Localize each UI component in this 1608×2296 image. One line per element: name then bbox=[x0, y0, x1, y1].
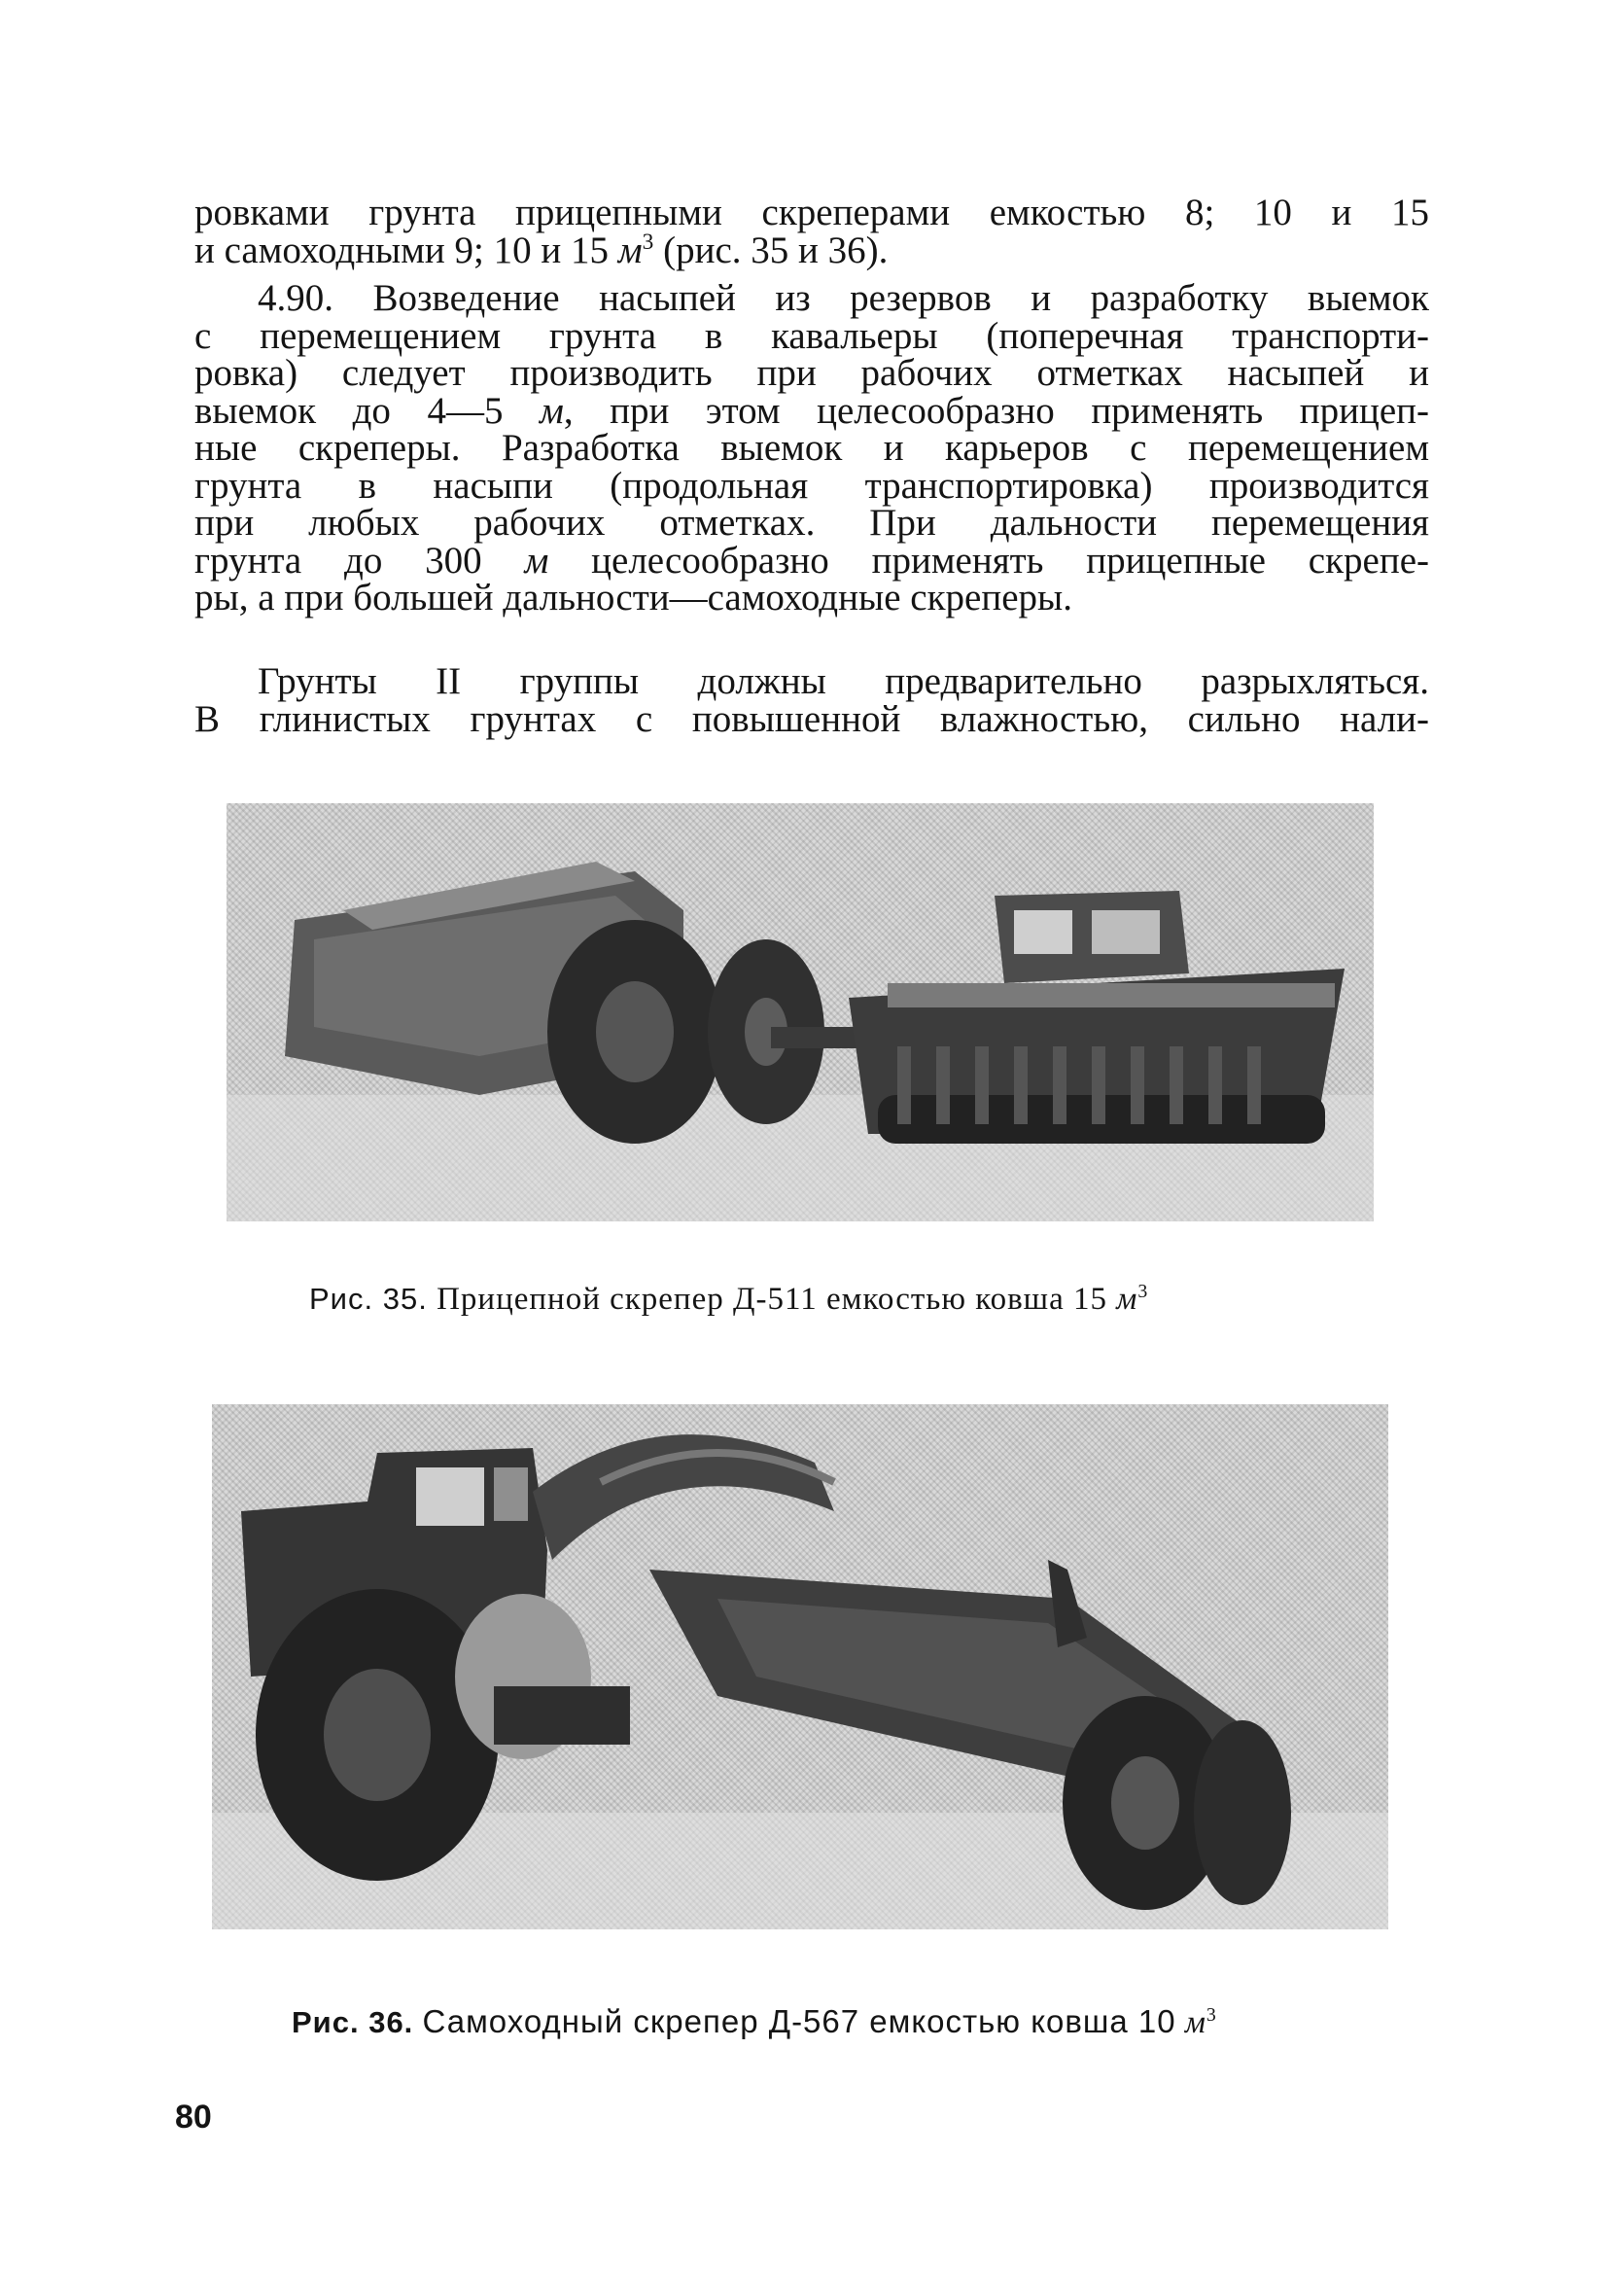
text-line bbox=[194, 229, 1429, 271]
text-line: при любых рабочих отметках. При дальности перемещения bbox=[194, 502, 1429, 544]
text-span: , при этом целесообразно применять прицеп- bbox=[563, 389, 1429, 432]
figure-36-photo bbox=[212, 1404, 1388, 1929]
text-line bbox=[194, 539, 1429, 582]
unit-symbol: м bbox=[1116, 1282, 1138, 1317]
superscript: 3 bbox=[1206, 2004, 1217, 2026]
text-span: (рис. 35 и 36). bbox=[653, 229, 889, 271]
text-line: ные скреперы. Разработка выемок и карьеров с перемещением bbox=[194, 427, 1429, 469]
unit-symbol: м bbox=[524, 539, 549, 582]
unit-symbol: м bbox=[617, 229, 643, 271]
text-span: грунта до 300 bbox=[194, 539, 525, 582]
superscript: 3 bbox=[642, 229, 654, 255]
text-line: грунта в насыпи (продольная транспортировка) производится bbox=[194, 464, 1429, 507]
towed-scraper-illustration bbox=[227, 803, 1374, 1221]
text-line: ровка) следует производить при рабочих отметках насыпей и bbox=[194, 352, 1429, 394]
page-number: 80 bbox=[175, 2099, 212, 2136]
figure-35-photo bbox=[227, 803, 1374, 1221]
figure-36-caption bbox=[292, 2003, 1217, 2041]
text-span: и самоходными 9; 10 и 15 bbox=[194, 229, 609, 271]
text-span: целесообразно применять прицепные скрепе- bbox=[548, 539, 1429, 582]
text-line: 4.90. Возведение насыпей из резервов и разработку выемок bbox=[258, 277, 1429, 319]
unit-symbol: м bbox=[1184, 2005, 1206, 2040]
unit-symbol: м bbox=[539, 389, 564, 432]
text-line: ры, а при большей дальности—самоходные скреперы. bbox=[194, 577, 1072, 618]
figure-label: Рис. 36. bbox=[292, 2005, 414, 2039]
text-line: В глинистых грунтах с повышенной влажностью, сильно нали- bbox=[194, 697, 1429, 740]
figure-caption-text: Самоходный скрепер Д-567 емкостью ковша 10 bbox=[422, 2003, 1176, 2039]
figure-35-caption bbox=[309, 1282, 1148, 1318]
paragraph-continuation bbox=[194, 194, 1429, 269]
figure-caption-text: Прицепной скрепер Д-511 емкостью ковша 15 bbox=[437, 1282, 1107, 1317]
text-line: ровками грунта прицепными скреперами емкостью 8; 10 и 15 bbox=[194, 192, 1429, 233]
text-line: Грунты II группы должны предварительно разрыхляться. bbox=[258, 660, 1429, 702]
text-span: выемок до 4—5 bbox=[194, 389, 540, 432]
figure-label: Рис. 35. bbox=[309, 1282, 428, 1316]
paragraph-4-90 bbox=[194, 277, 1429, 618]
self-propelled-scraper-illustration bbox=[212, 1404, 1388, 1929]
text-line: с перемещением грунта в кавальеры (поперечная транспорти- bbox=[194, 314, 1429, 357]
paragraph-soils bbox=[194, 660, 1429, 740]
superscript: 3 bbox=[1137, 1281, 1149, 1302]
text-line bbox=[194, 389, 1429, 432]
